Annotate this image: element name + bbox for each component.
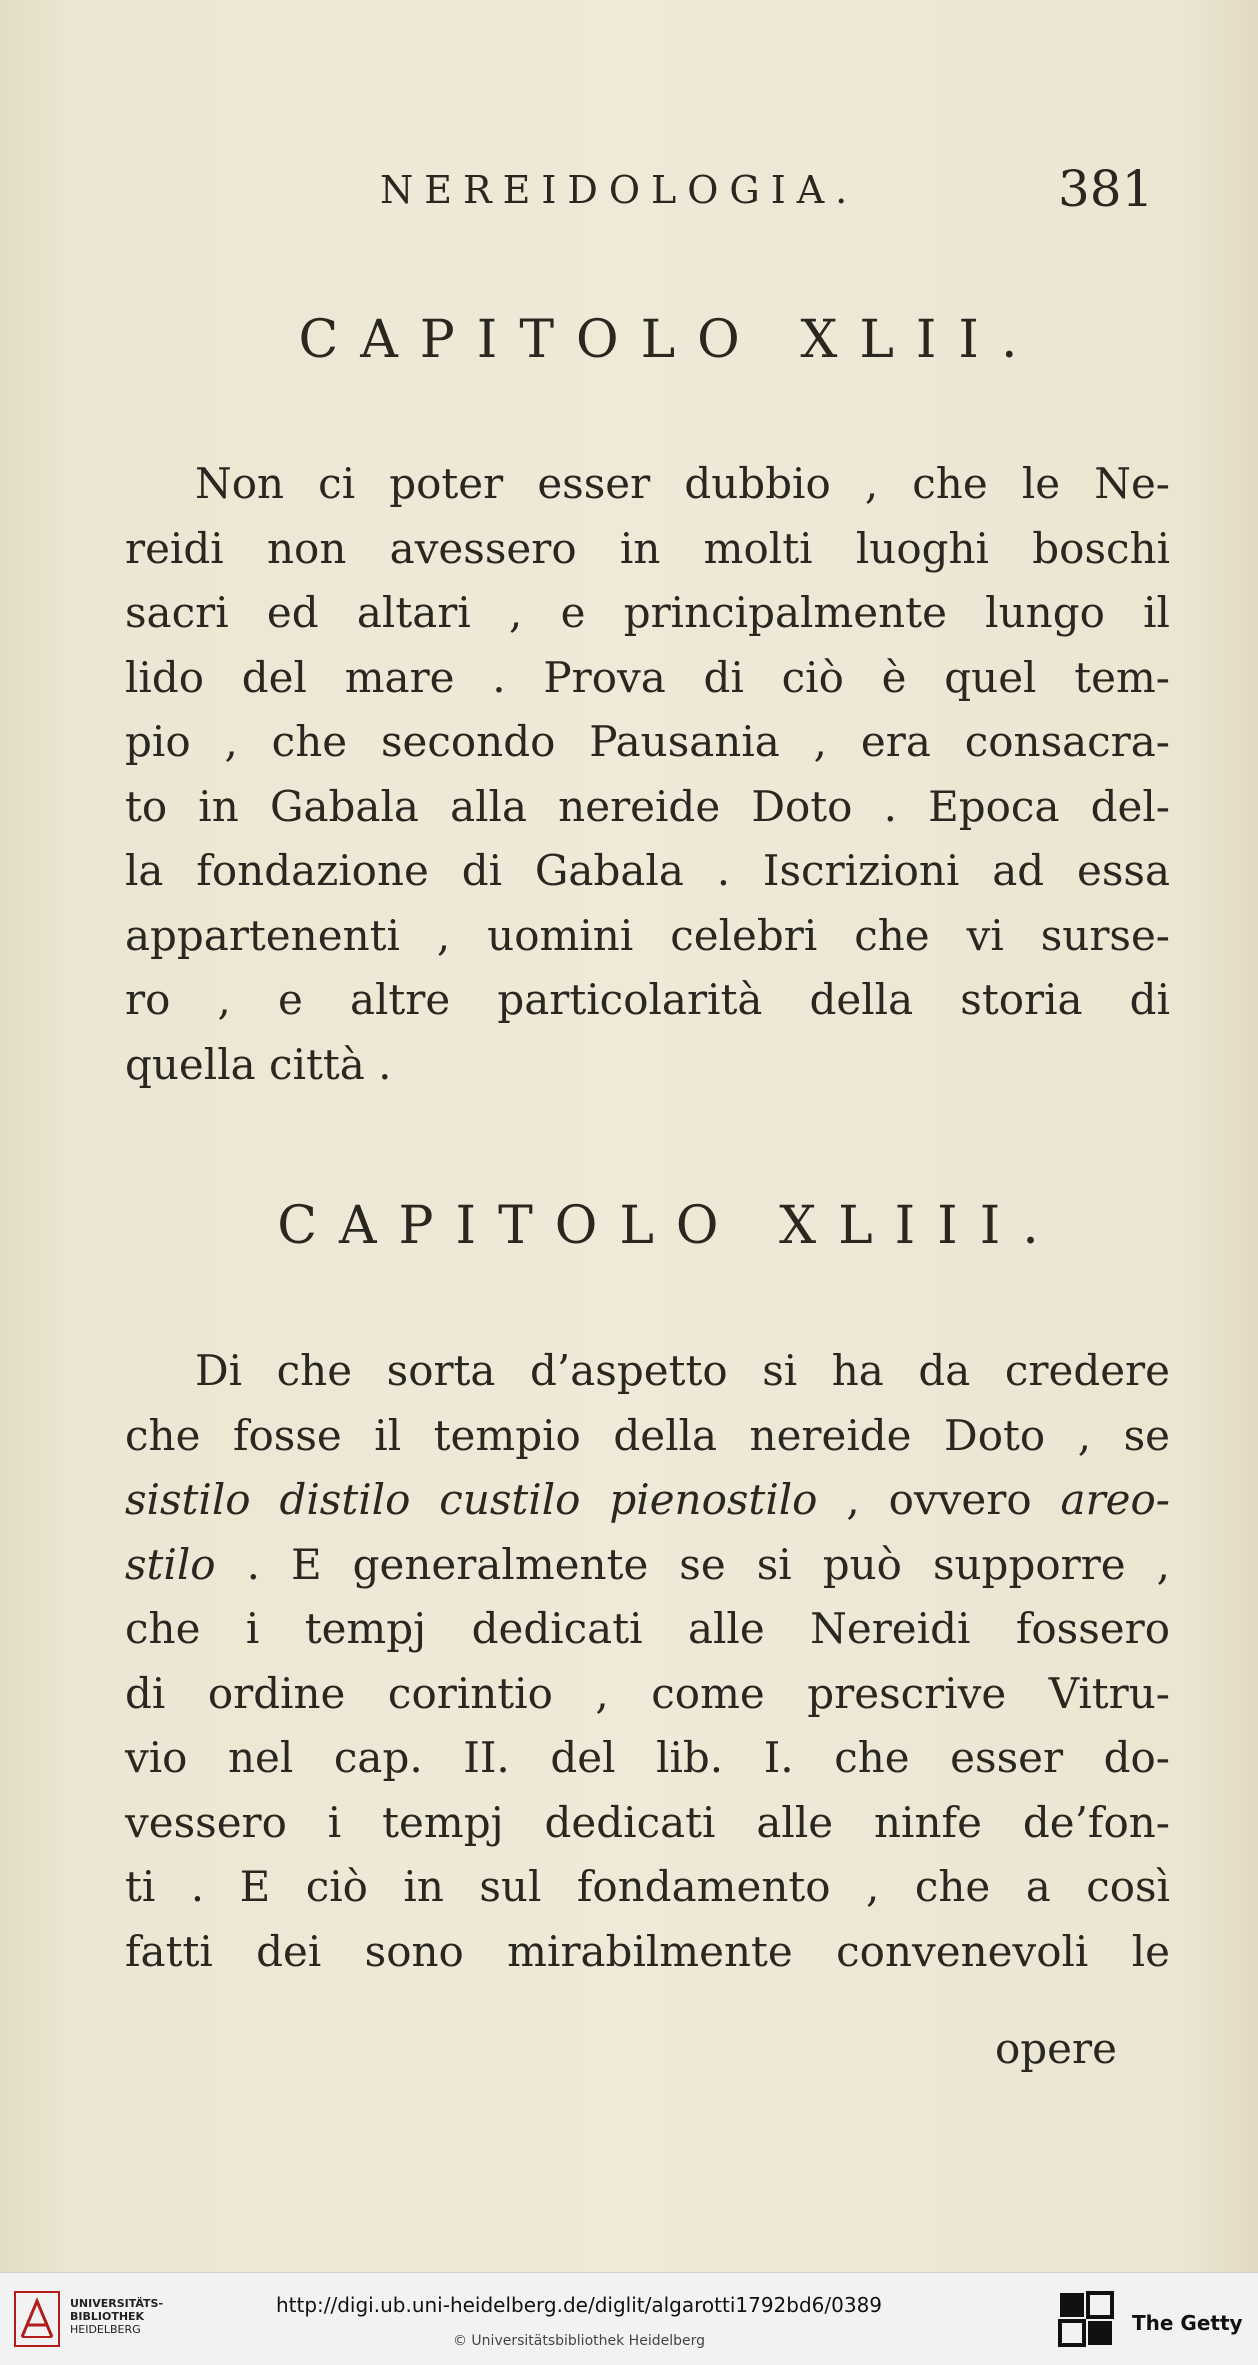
- text-line: ro , e altre particolarità della storia di: [125, 975, 1170, 1024]
- text-line: sacri ed altari , e principalmente lungo il: [125, 588, 1170, 637]
- italic-term: stilo: [125, 1539, 216, 1589]
- text-line: appartenenti , uomini celebri che vi surse-: [125, 910, 1170, 960]
- catchword: opere: [995, 2024, 1117, 2073]
- getty-logo: [1058, 2291, 1114, 2351]
- text-line: vessero i tempj dedicati alle ninfe de’fon-: [125, 1797, 1170, 1847]
- text-line: to in Gabala alla nereide Doto . Epoca del-: [125, 781, 1170, 831]
- text-line: di ordine corintio , come prescrive Vitru-: [125, 1668, 1170, 1718]
- italic-term: sistilo distilo custilo pienostilo: [125, 1475, 818, 1524]
- italic-term: areo-: [1060, 1475, 1170, 1524]
- library-name-line: HEIDELBERG: [70, 2323, 141, 2336]
- chapter-title-43: CAPITOLO XLIII.: [277, 1196, 1061, 1256]
- text-line: reidi non avessero in molti luoghi boschi: [125, 523, 1170, 573]
- chapter-title-42: CAPITOLO XLII.: [298, 310, 1040, 370]
- library-name-line: BIBLIOTHEK: [70, 2310, 145, 2323]
- chapter-43-summary: [125, 1339, 1170, 1984]
- text-fragment: , ovvero: [817, 1475, 1061, 1524]
- library-name-line: UNIVERSITÄTS-: [70, 2297, 164, 2310]
- text-line: ti . E ciò in sul fondamento , che a così: [125, 1862, 1170, 1911]
- viewer-footer: [0, 2272, 1258, 2365]
- page-number: 381: [1058, 160, 1154, 218]
- text-line: pio , che secondo Pausania , era consacra-: [125, 717, 1170, 766]
- text-line: vio nel cap. II. del lib. I. che esser do-: [125, 1733, 1170, 1782]
- text-line: fatti dei sono mirabilmente convenevoli le: [125, 1926, 1170, 1976]
- text-line: lido del mare . Prova di ciò è quel tem-: [125, 652, 1170, 702]
- copyright-notice: © Universitätsbibliothek Heidelberg: [452, 2333, 705, 2349]
- text-line: quella città .: [125, 1039, 392, 1089]
- text-line: Di che sorta d’aspetto si ha da credere: [195, 1346, 1170, 1395]
- text-line: la fondazione di Gabala . Iscrizioni ad essa: [125, 846, 1170, 895]
- text-line: che fosse il tempio della nereide Doto , se: [125, 1410, 1170, 1460]
- text-line: che i tempj dedicati alle Nereidi fossero: [125, 1604, 1170, 1653]
- text-line-mixed: [125, 1533, 1170, 1598]
- partner-name: The Getty: [1132, 2311, 1243, 2335]
- chapter-42-summary: [125, 452, 1170, 1097]
- running-head: NEREIDOLOGIA.: [380, 168, 859, 212]
- text-line-mixed: [125, 1468, 1170, 1533]
- text-fragment: . E generalmente se si può supporre ,: [215, 1539, 1170, 1589]
- permalink-url[interactable]: http://digi.ub.uni-heidelberg.de/diglit/algarotti1792bd6/0389: [275, 2293, 883, 2317]
- text-line: Non ci poter esser dubbio , che le Ne-: [195, 459, 1170, 508]
